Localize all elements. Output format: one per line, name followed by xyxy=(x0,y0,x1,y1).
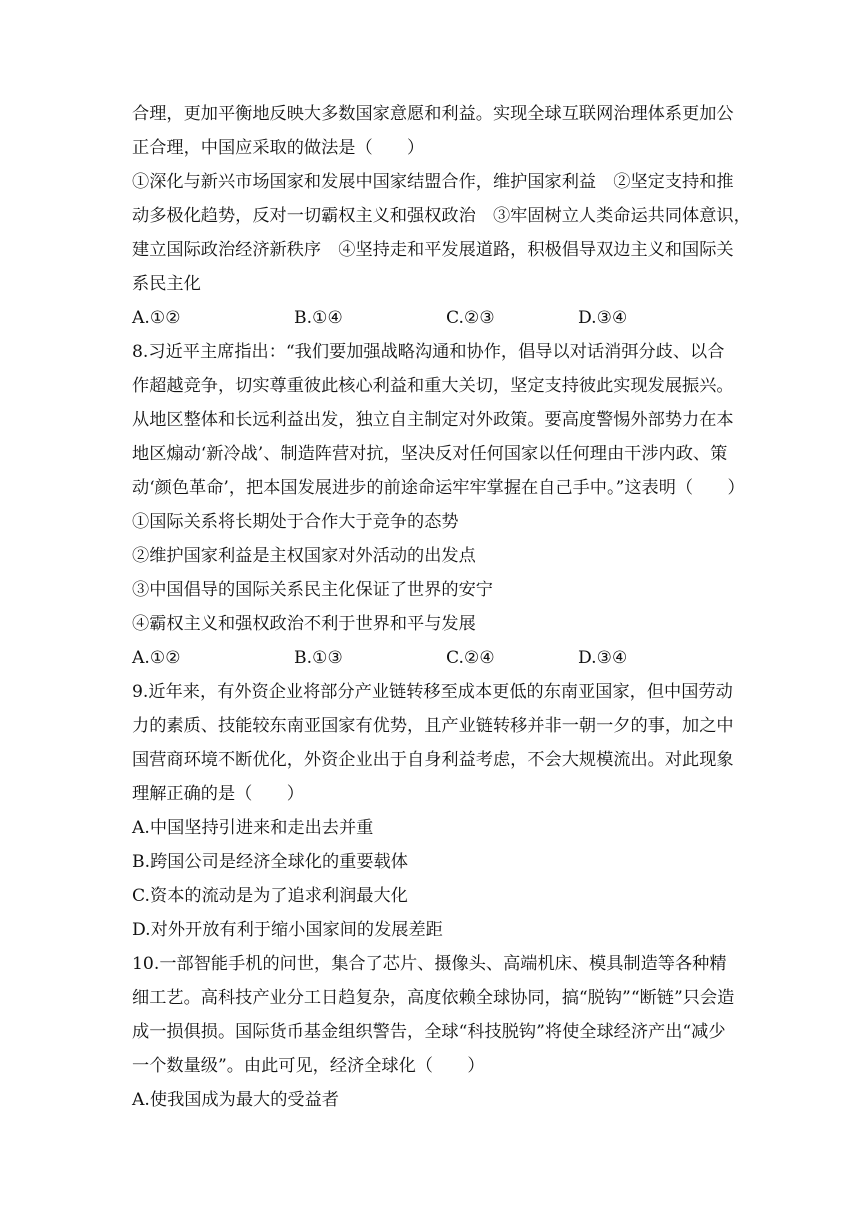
option-b: B.跨国公司是经济全球化的重要载体 xyxy=(132,852,408,872)
option-d: D.③④ xyxy=(578,648,628,668)
exam-page xyxy=(132,97,751,1117)
question-8-stem-line: 作超越竞争，切实尊重彼此核心利益和重大关切，坚定支持彼此实现发展振兴。 xyxy=(132,376,734,396)
question-10-stem-line: 细工艺。高科技产业分工日趋复杂，高度依赖全球协同，搞“脱钩”“断链”只会造 xyxy=(132,988,735,1008)
option-c: C.资本的流动是为了追求利润最大化 xyxy=(132,886,408,906)
option-c: C.②④ xyxy=(446,648,495,668)
option-b: B.①③ xyxy=(294,648,343,668)
question-9 xyxy=(132,675,737,947)
question-8-stem-line: 动‘颜色革命’，把本国发展进步的前途命运牢牢掌握在自己手中。”这表明（ ） xyxy=(132,478,745,498)
question-8-stem-line: 8.习近平主席指出：“我们要加强战略沟通和协作，倡导以对话消弭分歧、以合 xyxy=(132,342,725,362)
question-7 xyxy=(132,97,751,335)
question-10-stem-line: 成一损俱损。国际货币基金组织警告，全球“科技脱钩”将使全球经济产出“减少 xyxy=(132,1022,726,1042)
question-9-stem-line: 国营商环境不断优化，外资企业出于自身利益考虑，不会大规模流出。对此现象 xyxy=(132,750,734,770)
question-7-statement-line: 建立国际政治经济新秩序 ④坚持走和平发展道路，积极倡导双边主义和国际关 xyxy=(132,240,734,260)
question-8-statement: ④霸权主义和强权政治不利于世界和平与发展 xyxy=(132,614,476,634)
question-8 xyxy=(132,335,745,675)
option-c: C.②③ xyxy=(446,308,495,328)
question-7-statement-line: 系民主化 xyxy=(132,274,201,294)
option-a: A.中国坚持引进来和走出去并重 xyxy=(132,818,374,838)
option-a: A.①② xyxy=(132,648,181,668)
option-b: B.①④ xyxy=(294,308,343,328)
question-9-stem-line: 力的素质、技能较东南亚国家有优势，且产业链转移并非一朝一夕的事，加之中 xyxy=(132,716,734,736)
question-8-statement: ①国际关系将长期处于合作大于竞争的态势 xyxy=(132,512,459,532)
question-10-stem-line: 一个数量级”。由此可见，经济全球化（ ） xyxy=(132,1056,485,1076)
question-8-statement: ②维护国家利益是主权国家对外活动的出发点 xyxy=(132,546,476,566)
question-10-stem-line: 10.一部智能手机的问世，集合了芯片、摄像头、高端机床、模具制造等各种精 xyxy=(132,954,727,974)
question-7-statement-line: ①深化与新兴市场国家和发展中国家结盟合作，维护国家利益 ②坚定支持和推 xyxy=(132,172,734,192)
question-8-stem-line: 地区煽动‘新冷战’、制造阵营对抗，坚决反对任何国家以任何理由干涉内政、策 xyxy=(132,444,728,464)
question-9-stem-line: 9.近年来，有外资企业将部分产业链转移至成本更低的东南亚国家，但中国劳动 xyxy=(132,682,733,702)
question-7-stem-line: 合理，更加平衡地反映大多数国家意愿和利益。实现全球互联网治理体系更加公 xyxy=(132,104,734,124)
option-d: D.对外开放有利于缩小国家间的发展差距 xyxy=(132,920,443,940)
question-8-stem-line: 从地区整体和长远利益出发，独立自主制定对外政策。要高度警惕外部势力在本 xyxy=(132,410,734,430)
question-7-statement-line: 动多极化趋势，反对一切霸权主义和强权政治 ③牢固树立人类命运共同体意识， xyxy=(132,206,751,226)
option-d: D.③④ xyxy=(578,308,628,328)
question-7-options xyxy=(132,301,737,335)
question-10 xyxy=(132,947,737,1117)
question-7-stem-line: 正合理，中国应采取的做法是（ ） xyxy=(132,138,425,158)
question-9-stem-line: 理解正确的是（ ） xyxy=(132,784,304,804)
option-a: A.①② xyxy=(132,308,181,328)
option-a: A.使我国成为最大的受益者 xyxy=(132,1090,339,1110)
question-8-statement: ③中国倡导的国际关系民主化保证了世界的安宁 xyxy=(132,580,493,600)
question-8-options xyxy=(132,641,737,675)
